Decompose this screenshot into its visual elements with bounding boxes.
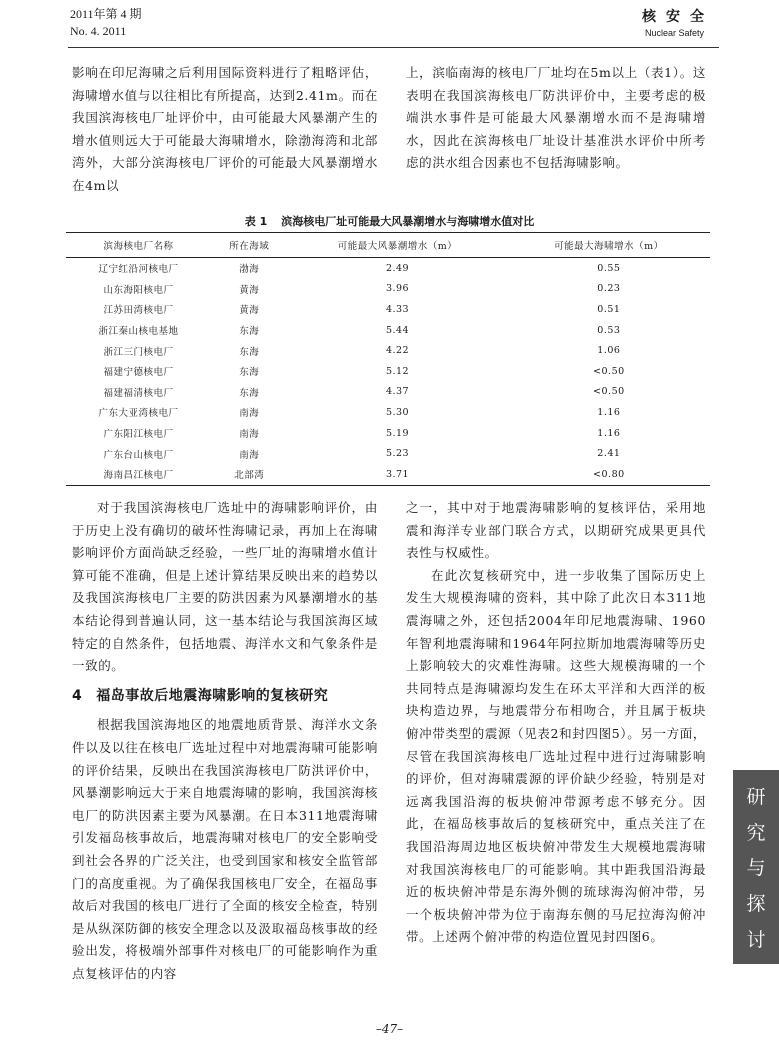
section-number: 4 <box>72 687 83 704</box>
header-storm-surge: 可能最大风暴潮增水（m） <box>337 241 458 252</box>
page-number: –47– <box>375 1022 404 1036</box>
header-tsunami: 可能最大海啸增水（m） <box>554 241 664 252</box>
cell-plant: 福建福清核电厂 <box>103 387 174 399</box>
cell-tsunami: 0.51 <box>597 303 621 315</box>
side-tab-char: 研 <box>746 786 766 809</box>
cell-tsunami: 2.41 <box>597 448 621 460</box>
table-row <box>66 443 710 464</box>
cell-plant: 浙江秦山核电基地 <box>98 326 179 338</box>
table-row <box>66 402 710 423</box>
top-right-column <box>406 62 706 175</box>
table-row <box>66 340 710 361</box>
cell-plant: 山东海阳核电厂 <box>103 284 174 296</box>
cell-surge: 5.19 <box>385 427 410 439</box>
cell-tsunami: <0.50 <box>593 365 625 377</box>
cell-sea: 东海 <box>239 367 260 379</box>
cell-plant: 广东大亚湾核电厂 <box>98 408 179 420</box>
right-paragraph-2: 在此次复核研究中，进一步收集了国际历史上发生大规模海啸的资料，其中除了此次日本311地震海啸之外，还包括2004年印尼地震海啸、1960年智利地震海啸和1964年阿拉斯加地震海啸等历史上影响较大的灾难性海啸。这些大规模海啸的一个共同特点是海啸源均发生在环太平洋和大西洋的板块构造边界，与地震带分布相吻合，并且属于板块俯冲带类型的震源（见表2和封四图5）。另一方面，尽管在我国滨海核电厂选址过程中进行过海啸影响的评价，但对海啸震源的评价缺少经验，特别是对远离我国沿海的板块俯冲带源考虑不够充分。因此，在福岛核事故后的复核研究中，重点关注了在我国沿海周边地区板块俯冲带发生大规模地震海啸对我国滨海核电厂的可能影响。其中距我国沿海最近的板块俯冲带是东海外侧的琉球海沟俯冲带，另一个板块俯冲带为位于南海东侧的马尼拉海沟俯冲带。上述两个俯冲带的构造位置见封四图6。 <box>406 567 706 945</box>
cell-sea: 东海 <box>239 326 260 338</box>
cell-sea: 南海 <box>239 429 260 441</box>
table-header-row <box>66 233 710 258</box>
cell-surge: 5.44 <box>385 324 410 336</box>
cell-sea: 北部湾 <box>234 470 265 482</box>
side-tab-char: 与 <box>746 857 766 880</box>
table-row <box>66 423 710 444</box>
table-row <box>66 382 710 403</box>
cell-sea: 东海 <box>239 346 260 358</box>
side-tab-char: 探 <box>746 893 766 916</box>
bottom-left-column <box>72 497 378 985</box>
cell-plant: 海南昌江核电厂 <box>103 470 174 482</box>
cell-surge: 4.37 <box>385 386 410 398</box>
comparison-table <box>66 232 710 486</box>
header-rule <box>68 47 719 48</box>
bottom-right-column <box>406 497 706 949</box>
table-row <box>66 320 710 341</box>
cell-plant: 福建宁德核电厂 <box>103 367 174 379</box>
cell-surge: 3.96 <box>385 283 410 295</box>
cell-surge: 5.12 <box>385 365 410 377</box>
top-right-paragraph: 上，滨临南海的核电厂厂址均在5m以上（表1）。这表明在我国滨海核电厂防洪评价中，主要考虑的极端洪水事件是可能最大风暴潮增水而不是海啸增水，因此在滨海核电厂址设计基准洪水评价中所考虑的洪水组合因素也不包括海啸影响。 <box>406 65 706 171</box>
journal-title-en: Nuclear Safety <box>644 28 704 38</box>
right-paragraph-1: 之一，其中对于地震海啸影响的复核评估，采用地震和海洋专业部门联合方式，以期研究成果更具代表性与权威性。 <box>406 500 706 561</box>
cell-plant: 辽宁红沿河核电厂 <box>98 264 179 276</box>
table-row <box>66 258 710 279</box>
top-left-paragraph: 影响在印尼海啸之后利用国际资料进行了粗略评估，海啸增水值与以往相比有所提高，达到2.41m。而在我国滨海核电厂址评价中，由可能最大风暴潮产生的增水值则远大于可能最大海啸增水，除渤海湾和北部湾外，大部分滨海核电厂评价的可能最大风暴潮增水在4m以 <box>72 65 378 193</box>
cell-sea: 黄海 <box>239 305 260 317</box>
header-plant-name: 滨海核电厂名称 <box>103 241 174 252</box>
side-tab-char: 讨 <box>746 928 766 951</box>
cell-tsunami: <0.80 <box>593 468 625 480</box>
table-row <box>66 299 710 320</box>
left-paragraph-2: 根据我国滨海地区的地震地质背景、海洋水文条件以及以往在核电厂选址过程中对地震海啸可能影响的评价结果，反映出在我国滨海核电厂防洪评价中，风暴潮影响远大于来自地震海啸的影响，我国滨海核电厂的防洪因素主要为风暴潮。在日本311地震海啸引发福岛核事故后，地震海啸对核电厂的安全影响受到社会各界的广泛关注，也受到国家和核安全监管部门的高度重视。为了确保我国核电厂安全，在福岛事故后对我国的核电厂进行了全面的核安全检查，特别是从纵深防御的核安全理念以及汲取福岛核事故的经验出发，将极端外部事件对核电厂的可能影响作为重点复核评估的内容 <box>72 717 378 981</box>
table-row <box>66 361 710 382</box>
cell-surge: 2.49 <box>385 262 410 274</box>
table-row <box>66 279 710 300</box>
cell-tsunami: <0.50 <box>593 386 625 398</box>
cell-surge: 4.22 <box>385 345 410 357</box>
cell-tsunami: 1.16 <box>597 427 621 439</box>
cell-plant: 广东阳江核电厂 <box>103 429 174 441</box>
cell-tsunami: 0.23 <box>597 283 621 295</box>
header-sea-area: 所在海域 <box>229 241 270 252</box>
cell-surge: 5.23 <box>385 448 410 460</box>
cell-plant: 浙江三门核电厂 <box>103 346 174 358</box>
cell-surge: 4.33 <box>385 303 410 315</box>
cell-sea: 渤海 <box>239 264 260 276</box>
page-header <box>0 0 779 52</box>
table-title: 滨海核电厂址可能最大风暴潮增水与海啸增水值对比 <box>281 215 535 228</box>
cell-surge: 3.71 <box>385 468 410 480</box>
cell-tsunami: 1.06 <box>597 345 621 357</box>
journal-title-cn: 核安全 <box>642 9 714 25</box>
cell-plant: 江苏田湾核电厂 <box>103 305 174 317</box>
side-tab-char: 究 <box>746 821 766 844</box>
issue-en: No. 4. 2011 <box>70 24 127 38</box>
journal-name <box>642 6 714 38</box>
cell-sea: 黄海 <box>239 284 260 296</box>
section-heading <box>72 685 378 708</box>
cell-tsunami: 1.16 <box>597 406 621 418</box>
left-paragraph-1: 对于我国滨海核电厂选址中的海啸影响评价，由于历史上没有确切的破坏性海啸记录，再加上在海啸影响评价方面尚缺乏经验，一些厂址的海啸增水值计算可能不准确，但是上述计算结果反映出来的趋势以及我国滨海核电厂主要的防洪因素为风暴潮增水的基本结论得到普遍认同，这一基本结论与我国滨海区域特定的自然条件，包括地震、海洋水文和气象条件是一致的。 <box>72 500 378 674</box>
top-left-column <box>72 62 378 198</box>
cell-tsunami: 0.53 <box>597 324 621 336</box>
issue-cn: 2011年第 4 期 <box>70 7 142 21</box>
cell-plant: 广东台山核电厂 <box>103 449 174 461</box>
section-title: 福岛事故后地震海啸影响的复核研究 <box>96 687 329 704</box>
cell-surge: 5.30 <box>385 406 410 418</box>
issue-info <box>70 6 142 40</box>
cell-sea: 南海 <box>239 408 260 420</box>
cell-tsunami: 0.55 <box>597 262 621 274</box>
cell-sea: 东海 <box>239 387 260 399</box>
section-side-tab <box>733 770 779 964</box>
cell-sea: 南海 <box>239 449 260 461</box>
table-caption <box>0 213 779 229</box>
table-row <box>66 464 710 485</box>
table-label: 表 1 <box>244 215 268 228</box>
